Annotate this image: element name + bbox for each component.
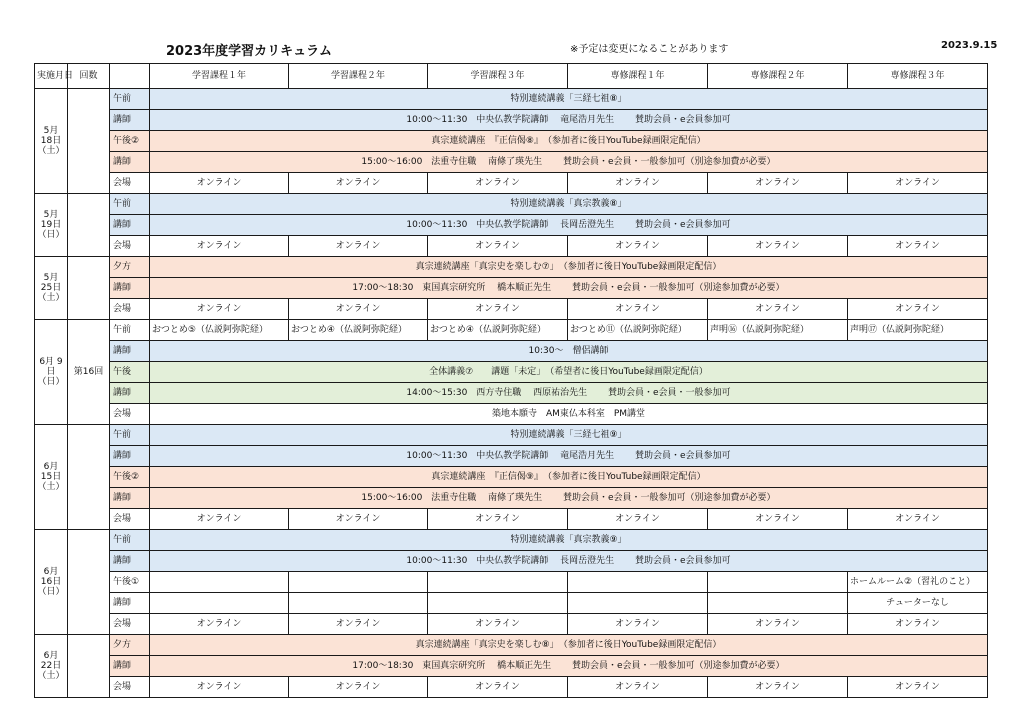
header-course-3: 学習課程３年	[428, 64, 568, 89]
course-cell	[428, 572, 568, 593]
venue-cell: オンライン	[568, 173, 708, 194]
venue-cell: オンライン	[848, 509, 988, 530]
session-date: 6月 22日 （土）	[35, 635, 68, 698]
row-label: 午前	[110, 320, 150, 341]
venue-cell: オンライン	[289, 173, 428, 194]
venue-cell: オンライン	[568, 236, 708, 257]
session-row	[35, 404, 988, 425]
row-content: 真宗連続講座 『正信偈⑧』 （参加者に後日YouTube録画限定配信）	[150, 131, 988, 152]
venue-cell: オンライン	[150, 236, 289, 257]
schedule-change-note: ※予定は変更になることがあります	[570, 44, 729, 55]
row-content: 特別連続講義「真宗教義⑧」	[150, 194, 988, 215]
issue-date: 2023.9.15	[941, 40, 998, 51]
session-count	[68, 89, 110, 194]
session-row	[35, 467, 988, 488]
row-label: 午後②	[110, 131, 150, 152]
row-content: 築地本願寺 AM東仏本科室 PM講堂	[150, 404, 988, 425]
session-row	[35, 614, 988, 635]
venue-cell: オンライン	[289, 236, 428, 257]
header-course-5: 専修課程２年	[708, 64, 848, 89]
session-row	[35, 89, 988, 110]
row-label: 夕方	[110, 635, 150, 656]
session-row	[35, 257, 988, 278]
curriculum-table	[34, 63, 988, 698]
row-label: 夕方	[110, 257, 150, 278]
course-cell	[150, 593, 289, 614]
venue-cell: オンライン	[428, 236, 568, 257]
session-count	[68, 425, 110, 530]
venue-cell: オンライン	[289, 299, 428, 320]
session-row	[35, 152, 988, 173]
session-row	[35, 278, 988, 299]
session-row	[35, 131, 988, 152]
course-cell: ホームルーム②（習礼のこと）	[848, 572, 988, 593]
venue-cell: オンライン	[708, 614, 848, 635]
course-cell	[428, 593, 568, 614]
venue-cell: オンライン	[848, 173, 988, 194]
session-row	[35, 488, 988, 509]
session-row	[35, 635, 988, 656]
header-type	[110, 64, 150, 89]
venue-cell: オンライン	[848, 299, 988, 320]
session-row	[35, 530, 988, 551]
row-label: 講師	[110, 656, 150, 677]
session-count: 第16回	[68, 320, 110, 425]
row-content: 特別連続講義「三経七祖⑨」	[150, 425, 988, 446]
venue-cell: オンライン	[428, 299, 568, 320]
venue-cell: オンライン	[428, 677, 568, 698]
venue-cell: オンライン	[708, 173, 848, 194]
session-date: 5月 18日 （土）	[35, 89, 68, 194]
course-cell	[568, 572, 708, 593]
course-cell	[708, 572, 848, 593]
row-content: 10:00～11:30 中央仏教学院講師 長岡岳澄先生 賛助会員・e会員参加可	[150, 215, 988, 236]
row-label: 講師	[110, 383, 150, 404]
row-label: 講師	[110, 593, 150, 614]
course-cell	[150, 572, 289, 593]
row-content: 特別連続講義「真宗教義⑨」	[150, 530, 988, 551]
venue-cell: オンライン	[848, 614, 988, 635]
row-content: 真宗連続講座 『正信偈⑨』 （参加者に後日YouTube録画限定配信）	[150, 467, 988, 488]
session-date: 5月 19日 （日）	[35, 194, 68, 257]
course-cell: 声明⑰（仏説阿弥陀経）	[848, 320, 988, 341]
session-count	[68, 530, 110, 635]
session-row	[35, 383, 988, 404]
row-content: 全体講義⑦ 講題「未定」 （希望者に後日YouTube録画限定配信）	[150, 362, 988, 383]
venue-cell: オンライン	[708, 677, 848, 698]
course-cell: おつとめ④（仏説阿弥陀経）	[428, 320, 568, 341]
course-cell: おつとめ④（仏説阿弥陀経）	[289, 320, 428, 341]
venue-cell: オンライン	[289, 509, 428, 530]
row-label: 講師	[110, 551, 150, 572]
row-label: 講師	[110, 446, 150, 467]
row-label: 会場	[110, 404, 150, 425]
row-content: 15:00～16:00 法重寺住職 南條了瑛先生 賛助会員・e会員・一般参加可（別途参加費が必要）	[150, 152, 988, 173]
row-label: 午前	[110, 530, 150, 551]
venue-cell: オンライン	[289, 614, 428, 635]
page-title: 2023年度学習カリキュラム	[166, 44, 333, 59]
session-date: 6月 15日 （土）	[35, 425, 68, 530]
session-count	[68, 635, 110, 698]
row-content: 10:00～11:30 中央仏教学院講師 竜尾浩月先生 賛助会員・e会員参加可	[150, 446, 988, 467]
session-row	[35, 110, 988, 131]
row-content: 14:00～15:30 西方寺住職 西原祐治先生 賛助会員・e会員・一般参加可	[150, 383, 988, 404]
row-label: 会場	[110, 173, 150, 194]
row-label: 講師	[110, 278, 150, 299]
venue-cell: オンライン	[150, 509, 289, 530]
row-label: 講師	[110, 341, 150, 362]
row-label: 午前	[110, 425, 150, 446]
row-content: 15:00～16:00 法重寺住職 南條了瑛先生 賛助会員・e会員・一般参加可（別途参加費が必要）	[150, 488, 988, 509]
row-label: 会場	[110, 614, 150, 635]
row-label: 会場	[110, 677, 150, 698]
course-cell: おつとめ⑤（仏説阿弥陀経）	[150, 320, 289, 341]
row-label: 午後	[110, 362, 150, 383]
venue-cell: オンライン	[150, 173, 289, 194]
row-label: 講師	[110, 110, 150, 131]
header-count: 回数	[68, 64, 110, 89]
session-count	[68, 194, 110, 257]
header-course-6: 専修課程３年	[848, 64, 988, 89]
row-content: 真宗連続講座「真宗史を楽しむ⑦」 （参加者に後日YouTube録画限定配信）	[150, 257, 988, 278]
session-row	[35, 215, 988, 236]
venue-cell: オンライン	[428, 614, 568, 635]
venue-cell: オンライン	[428, 173, 568, 194]
row-label: 午前	[110, 194, 150, 215]
venue-cell: オンライン	[568, 677, 708, 698]
header-course-1: 学習課程１年	[150, 64, 289, 89]
row-label: 午後②	[110, 467, 150, 488]
course-cell	[568, 593, 708, 614]
session-date: 6月 9日 （日）	[35, 320, 68, 425]
session-row	[35, 593, 988, 614]
row-label: 講師	[110, 152, 150, 173]
venue-cell: オンライン	[289, 677, 428, 698]
session-row	[35, 194, 988, 215]
session-row	[35, 551, 988, 572]
venue-cell: オンライン	[150, 614, 289, 635]
session-row	[35, 320, 988, 341]
row-label: 講師	[110, 488, 150, 509]
row-label: 午前	[110, 89, 150, 110]
row-label: 講師	[110, 215, 150, 236]
row-content: 10:00～11:30 中央仏教学院講師 竜尾浩月先生 賛助会員・e会員参加可	[150, 110, 988, 131]
row-label: 会場	[110, 509, 150, 530]
header-course-2: 学習課程２年	[289, 64, 428, 89]
course-cell	[289, 572, 428, 593]
session-row	[35, 341, 988, 362]
session-date: 5月 25日 （土）	[35, 257, 68, 320]
row-content: 17:00～18:30 東国真宗研究所 橋本順正先生 賛助会員・e会員・一般参加可（別途参加費が必要）	[150, 656, 988, 677]
session-row	[35, 425, 988, 446]
session-row	[35, 173, 988, 194]
venue-cell: オンライン	[708, 299, 848, 320]
session-row	[35, 446, 988, 467]
venue-cell: オンライン	[708, 509, 848, 530]
course-cell: 声明⑯（仏説阿弥陀経）	[708, 320, 848, 341]
session-row	[35, 509, 988, 530]
venue-cell: オンライン	[568, 299, 708, 320]
header-course-4: 専修課程１年	[568, 64, 708, 89]
row-content: 10:00～11:30 中央仏教学院講師 長岡岳澄先生 賛助会員・e会員参加可	[150, 551, 988, 572]
session-row	[35, 572, 988, 593]
row-label: 会場	[110, 299, 150, 320]
course-cell: チューターなし	[848, 593, 988, 614]
header-date: 実施月日	[35, 64, 68, 89]
header-row	[35, 64, 988, 89]
course-cell	[289, 593, 428, 614]
session-row	[35, 362, 988, 383]
course-cell	[708, 593, 848, 614]
row-content: 真宗連続講座「真宗史を楽しむ⑧」 （参加者に後日YouTube録画限定配信）	[150, 635, 988, 656]
venue-cell: オンライン	[848, 677, 988, 698]
venue-cell: オンライン	[708, 236, 848, 257]
course-cell: おつとめ⑪（仏説阿弥陀経）	[568, 320, 708, 341]
venue-cell: オンライン	[150, 677, 289, 698]
row-content: 特別連続講義「三経七祖⑧」	[150, 89, 988, 110]
session-count	[68, 257, 110, 320]
row-label: 会場	[110, 236, 150, 257]
venue-cell: オンライン	[150, 299, 289, 320]
session-row	[35, 656, 988, 677]
venue-cell: オンライン	[848, 236, 988, 257]
row-label: 午後①	[110, 572, 150, 593]
session-date: 6月 16日 （日）	[35, 530, 68, 635]
venue-cell: オンライン	[568, 614, 708, 635]
row-content: 10:30～ 僧侶講師	[150, 341, 988, 362]
session-row	[35, 236, 988, 257]
session-row	[35, 299, 988, 320]
session-row	[35, 677, 988, 698]
venue-cell: オンライン	[428, 509, 568, 530]
row-content: 17:00～18:30 東国真宗研究所 橋本順正先生 賛助会員・e会員・一般参加可（別途参加費が必要）	[150, 278, 988, 299]
venue-cell: オンライン	[568, 509, 708, 530]
